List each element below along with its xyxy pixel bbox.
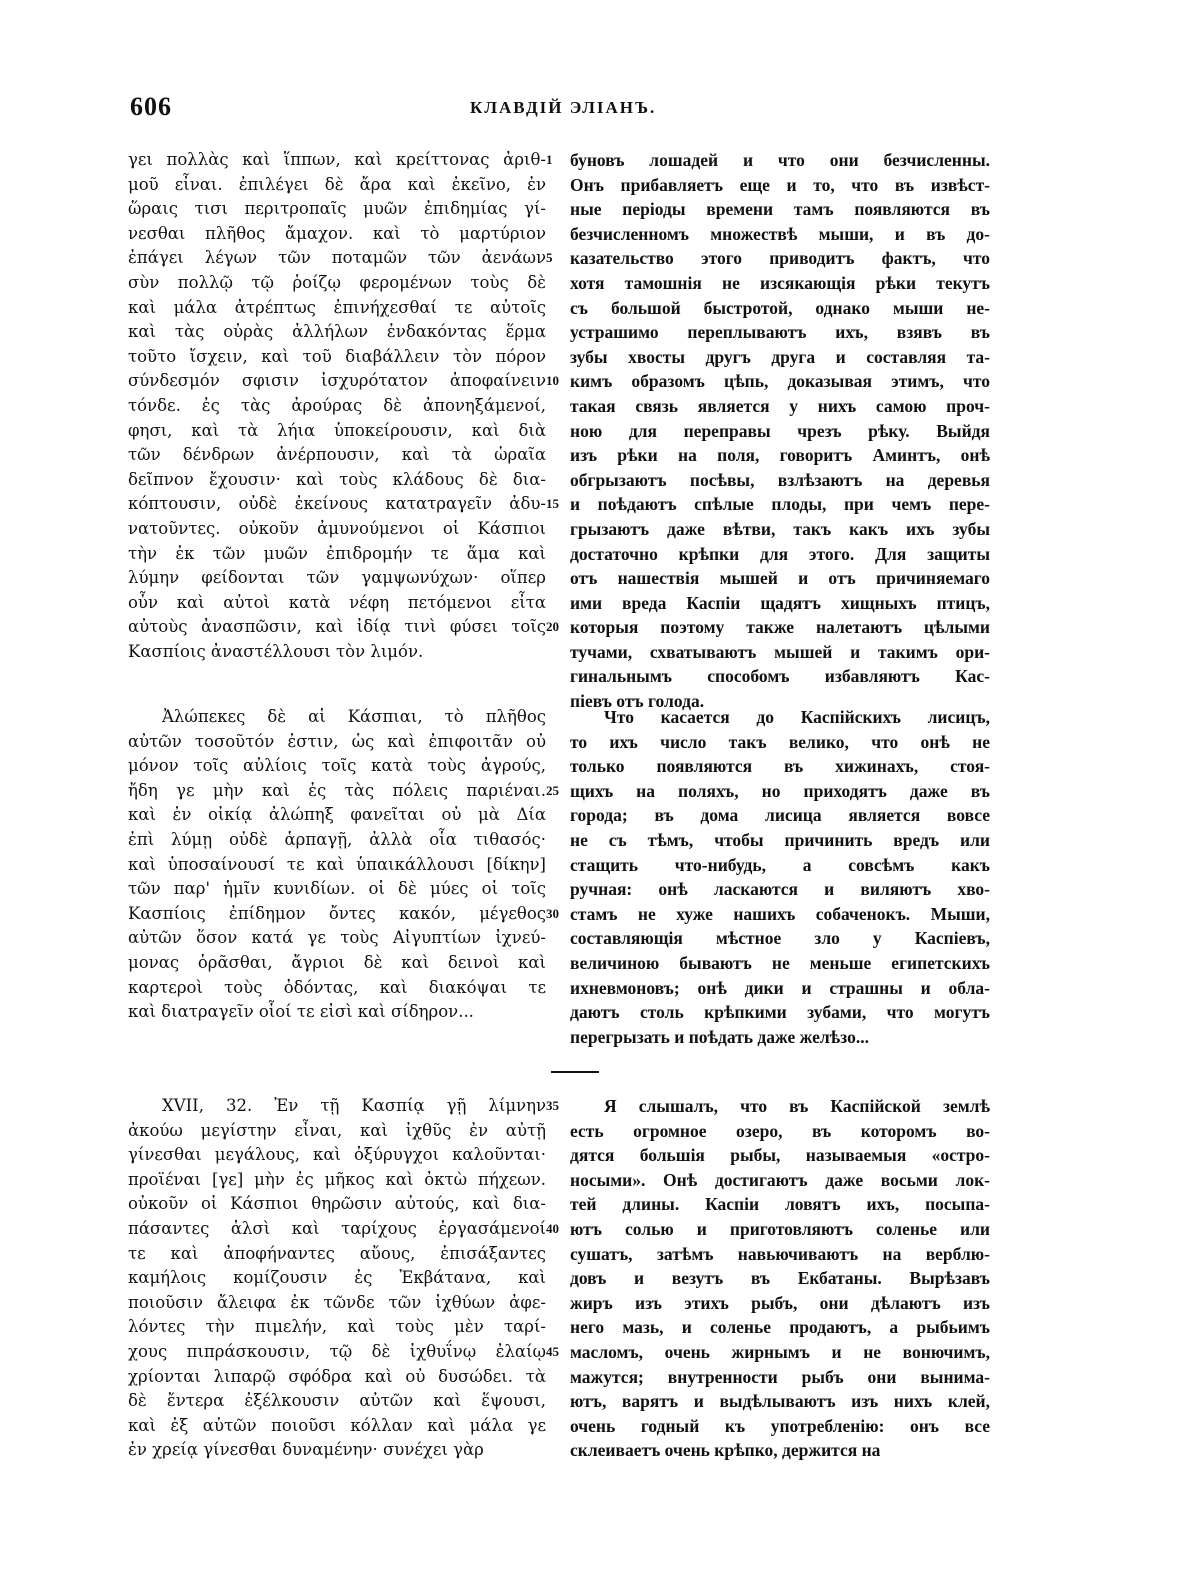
russian-text-line: достаточно крѣпки для этого. Для защиты bbox=[570, 543, 990, 564]
greek-text-line: καὶ ὑποσαίνουσί τε καὶ ὑπαικάλλουσι [δίκην] bbox=[128, 854, 546, 874]
greek-text-line: Κασπίοις ἀναστέλλουσι τὸν λιμόν. bbox=[128, 641, 424, 661]
russian-text-line: такая связь является у нихъ самою проч- bbox=[570, 395, 990, 416]
greek-text-line: μονας ὁρᾶσθαι, ἄγριοι δὲ καὶ δεινοὶ καὶ bbox=[128, 952, 546, 972]
greek-text-line: Κασπίοις ἐπίδημον ὄντες κακόν, μέγεθος bbox=[128, 903, 546, 923]
russian-text-line: довъ и везутъ въ Екбатаны. Вырѣзавъ bbox=[570, 1268, 990, 1289]
russian-text-line: безчисленномъ множествѣ мыши, и въ до- bbox=[570, 223, 990, 244]
greek-text-line: καὶ μάλα ἀτρέπτως ἐπινήχεσθαί τε αὐτοῖς bbox=[128, 297, 546, 317]
greek-text-line: καμήλοις κομίζουσιν ἐς Ἐκβάτανα, καὶ bbox=[128, 1268, 546, 1288]
greek-text-line: πάσαντες ἁλσὶ καὶ ταρίχους ἐργασάμενοί bbox=[128, 1218, 546, 1238]
greek-text-line: γίνεσθαι μεγάλους, καὶ ὀξύρυγχοι καλοῦνται· bbox=[128, 1145, 546, 1165]
line-number: 30 bbox=[546, 905, 559, 921]
russian-text-line: гинальнымъ способомъ избавляютъ Кас- bbox=[570, 666, 990, 687]
russian-text-line: хотя тамошнія не изсякающія рѣки текутъ bbox=[570, 272, 990, 293]
russian-text-line: склеиваетъ очень крѣпко, держится на bbox=[570, 1440, 881, 1461]
line-number: 15 bbox=[546, 496, 559, 512]
russian-text-line: стамъ не хуже нашихъ собаченокъ. Мыши, bbox=[570, 903, 990, 924]
greek-text-line: γει πολλὰς καὶ ἵππων, καὶ κρείττονας ἀριθ- bbox=[128, 150, 546, 169]
russian-text-line: зубы хвосты другъ друга и составляя та- bbox=[570, 346, 990, 367]
russian-text-line: Онъ прибавляетъ еще и то, что въ извѣст- bbox=[570, 174, 990, 195]
greek-text-line: ὥραις τισι περιτροπαῖς μυῶν ἐπιδημίας γί- bbox=[128, 199, 546, 219]
greek-text-line: οὐκοῦν οἱ Κάσπιοι θηρῶσιν αὐτούς, καὶ δια- bbox=[128, 1194, 546, 1214]
russian-text-line: даютъ столь крѣпкими зубами, что могутъ bbox=[570, 1002, 990, 1023]
greek-text-line: προϊέναι [γε] μὴν ἐς μῆκος καὶ ὀκτὼ πήχεων. bbox=[128, 1169, 546, 1189]
page-number: 606 bbox=[130, 92, 172, 121]
greek-column bbox=[128, 705, 546, 1025]
line-number: 45 bbox=[546, 1344, 559, 1359]
russian-text-line: Я слышалъ, что въ Каспійской землѣ bbox=[604, 1096, 990, 1116]
russian-column bbox=[570, 705, 990, 1049]
greek-text-line: χους πιπράσκουσιν, τῷ δὲ ἰχθυΐνῳ ἐλαίῳ bbox=[128, 1341, 546, 1361]
greek-text-line: δὲ ἔντερα ἐξέλκουσιν αὐτῶν καὶ ἕψουσι, bbox=[128, 1391, 546, 1411]
russian-text-line: ные періоды времени тамъ появляются въ bbox=[570, 199, 990, 220]
russian-text-line: буновъ лошадей и что они безчисленны. bbox=[570, 150, 990, 170]
greek-column bbox=[128, 148, 546, 664]
russian-text-line: масломъ, очень жирнымъ и не вонючимъ, bbox=[570, 1341, 990, 1362]
greek-text-line: ἤδη γε μὴν καὶ ἐς τὰς πόλεις παριέναι. bbox=[128, 780, 546, 800]
greek-text-line: μοῦ εἶναι. ἐπιλέγει δὲ ἄρα καὶ ἐκεῖνο, ἐν bbox=[128, 174, 546, 194]
line-number: 25 bbox=[546, 782, 559, 798]
russian-text-line: ютъ, варятъ и выдѣлываютъ изъ нихъ клей, bbox=[570, 1391, 990, 1412]
russian-text-line: съ большой быстротой, однако мыши не- bbox=[570, 297, 990, 318]
greek-text-line: Ἀλώπεκες δὲ αἱ Κάσπιαι, τὸ πλῆθος bbox=[162, 707, 546, 726]
greek-text-line: ἐπάγει λέγων τῶν ποταμῶν τῶν ἀενάων bbox=[128, 248, 546, 268]
russian-text-line: грызаютъ даже вѣтви, такъ какъ ихъ зубы bbox=[570, 518, 990, 539]
greek-text-line: φησι, καὶ τὰ λήια ὑποκείρουσιν, καὶ διὰ bbox=[128, 420, 546, 440]
line-number: 40 bbox=[546, 1221, 559, 1236]
russian-text-line: піевъ отъ голода. bbox=[570, 691, 705, 712]
greek-column bbox=[128, 1094, 546, 1463]
greek-text-line: τὴν ἐκ τῶν μυῶν ἐπιδρομήν τε ἅμα καὶ bbox=[128, 543, 546, 563]
russian-text-line: отъ нашествія мышей и отъ причиняемаго bbox=[570, 568, 990, 589]
greek-text-line: χρίονται λιπαρῷ σφόδρα καὶ οὐ δυσώδει. τὰ bbox=[128, 1366, 546, 1386]
line-number: 10 bbox=[546, 373, 559, 389]
greek-text-line: XVII, 32. Ἐν τῇ Κασπίᾳ γῇ λίμνην bbox=[162, 1096, 546, 1115]
russian-text-line: ручная: онѣ ласкаются и виляютъ хво- bbox=[570, 879, 990, 900]
russian-text-line: дятся большія рыбы, называемыя «остро- bbox=[570, 1145, 990, 1166]
greek-text-line: τῶν παρ' ἡμῖν κυνιδίων. οἱ δὲ μύες οἱ τοῖς bbox=[128, 879, 546, 899]
russian-text-line: ими вреда Каспіи щадятъ хищныхъ птицъ, bbox=[570, 592, 990, 613]
russian-text-line: щихъ на поляхъ, но приходятъ даже въ bbox=[570, 780, 990, 801]
russian-text-line: не съ тѣмъ, чтобы причинить вредъ или bbox=[570, 829, 990, 850]
greek-text-line: λύμην φείδονται τῶν γαμψωνύχων· οἵπερ bbox=[128, 568, 546, 588]
greek-text-line: αὐτῶν ὅσον κατά γε τοὺς Αἰγυπτίων ἰχνεύ- bbox=[128, 928, 546, 948]
section-divider bbox=[551, 1071, 599, 1073]
greek-text-line: αὐτοὺς ἀνασπῶσιν, καὶ ἰδίᾳ τινὶ φύσει τοῖς bbox=[128, 617, 546, 637]
russian-text-line: него мазь, и соленье продаютъ, а рыбьимъ bbox=[570, 1317, 990, 1338]
greek-text-line: τε καὶ ἀποφήναντες αὔους, ἐπισάξαντες bbox=[128, 1243, 546, 1263]
line-number: 20 bbox=[546, 619, 559, 635]
russian-text-line: тучами, схватываютъ мышей и такимъ ори- bbox=[570, 641, 990, 662]
running-head: КЛАВДІЙ ЭЛІАНЪ. bbox=[470, 98, 657, 117]
greek-text-line: καὶ τὰς οὐρὰς ἀλλήλων ἐνδακόντας ἕρμα bbox=[128, 322, 546, 342]
greek-text-line: τοῦτο ἴσχειν, καὶ τοῦ διαβάλλειν τὸν πόρον bbox=[128, 346, 546, 366]
russian-text-line: только появляются въ хижинахъ, стоя- bbox=[570, 756, 990, 777]
russian-text-line: обгрызаютъ посѣвы, взлѣзаютъ на деревья bbox=[570, 469, 990, 490]
greek-text-line: ἐν χρείᾳ γίνεσθαι δυναμένην· συνέχει γὰρ bbox=[128, 1440, 484, 1460]
russian-text-line: устрашимо переплываютъ ихъ, взявъ въ bbox=[570, 322, 990, 343]
greek-text-line: λόντες τὴν πιμελήν, καὶ τοὺς μὲν ταρί- bbox=[128, 1317, 546, 1337]
greek-text-line: καρτεροὶ τοὺς ὀδόντας, καὶ διακόψαι τε bbox=[128, 977, 546, 997]
line-number: 5 bbox=[546, 250, 553, 266]
russian-text-line: изъ рѣки на поля, говоритъ Аминтъ, онѣ bbox=[570, 445, 990, 466]
greek-text-line: ποιοῦσιν ἄλειφα ἐκ τῶνδε τῶν ἰχθύων ἀφε- bbox=[128, 1292, 546, 1312]
greek-text-line: ἀκούω μεγίστην εἶναι, καὶ ἰχθῦς ἐν αὐτῇ bbox=[128, 1120, 546, 1140]
greek-text-line: κόπτουσιν, οὐδὲ ἐκείνους κατατραγεῖν ἀδυ- bbox=[128, 494, 546, 514]
greek-text-line: δεῖπνον ἔχουσιν· καὶ τοὺς κλάδους δὲ δια- bbox=[128, 469, 546, 489]
greek-text-line: τῶν δένδρων ἀνέρπουσιν, καὶ τὰ ὡραῖα bbox=[128, 445, 546, 465]
greek-text-line: τόνδε. ἐς τὰς ἀρούρας δὲ ἀπονηξάμενοί, bbox=[128, 395, 546, 415]
russian-text-line: сушатъ, затѣмъ навьючиваютъ на верблю- bbox=[570, 1243, 990, 1264]
page-header bbox=[130, 92, 990, 132]
russian-text-line: кимъ образомъ цѣпь, доказывая этимъ, что bbox=[570, 371, 990, 392]
russian-text-line: тей длины. Каспіи ловятъ ихъ, посыпа- bbox=[570, 1194, 990, 1215]
russian-text-line: мажутся; внутренности рыбъ они вынима- bbox=[570, 1366, 990, 1387]
greek-text-line: καὶ ἐν οἰκίᾳ ἀλώπηξ φανεῖται οὐ μὰ Δία bbox=[128, 805, 546, 825]
russian-text-line: величиною бываютъ не меньше египетскихъ bbox=[570, 952, 990, 973]
russian-text-line: носыми». Онѣ достигаютъ даже восьми лок- bbox=[570, 1169, 990, 1190]
russian-text-line: стащить что-нибудь, а совсѣмъ какъ bbox=[570, 854, 990, 875]
russian-text-line: ютъ солью и приготовляютъ соленье или bbox=[570, 1218, 990, 1239]
russian-column bbox=[570, 148, 990, 714]
russian-text-line: Что касается до Каспійскихъ лисицъ, bbox=[604, 707, 990, 727]
russian-text-line: очень годный къ употребленію: онъ все bbox=[570, 1415, 990, 1436]
russian-text-line: казательство этого приводитъ фактъ, что bbox=[570, 248, 990, 269]
greek-text-line: καὶ διατραγεῖν οἷοί τε εἰσὶ καὶ σίδηρον... bbox=[128, 1002, 474, 1022]
russian-text-line: ихневмоновъ; онѣ дики и страшны и обла- bbox=[570, 977, 990, 998]
russian-text-line: и поѣдаютъ спѣлые плоды, при чемъ пере- bbox=[570, 494, 990, 515]
russian-text-line: ною для переправы чрезъ рѣку. Выйдя bbox=[570, 420, 990, 441]
greek-text-line: οὖν καὶ αὐτοὶ κατὰ νέφη πετόμενοι εἶτα bbox=[128, 592, 546, 612]
russian-text-line: то ихъ число такъ велико, что онѣ не bbox=[570, 731, 990, 752]
line-number: 1 bbox=[546, 152, 553, 167]
greek-text-line: νεσθαι πλῆθος ἄμαχον. καὶ τὸ μαρτύριον bbox=[128, 223, 546, 243]
russian-text-line: перегрызать и поѣдать даже желѣзо... bbox=[570, 1026, 869, 1047]
greek-text-line: αὐτῶν τοσοῦτόν ἐστιν, ὡς καὶ ἐπιφοιτᾶν οὐ bbox=[128, 731, 546, 751]
russian-column bbox=[570, 1094, 990, 1463]
greek-text-line: μόνον τοῖς αὐλίοις τοῖς κατὰ τοὺς ἀγρούς, bbox=[128, 756, 546, 776]
greek-text-line: σύνδεσμόν σφισιν ἰσχυρότατον ἀποφαίνειν bbox=[128, 371, 546, 391]
greek-text-line: ἐπὶ λύμῃ οὐδὲ ἁρπαγῇ, ἀλλὰ οἷα τιθασός· bbox=[128, 829, 546, 849]
greek-text-line: σὺν πολλῷ τῷ ῥοίζῳ φερομένων τοὺς δὲ bbox=[128, 272, 546, 292]
russian-text-line: составляющія мѣстное зло у Каспіевъ, bbox=[570, 928, 990, 949]
russian-text-line: жиръ изъ этихъ рыбъ, они дѣлаютъ изъ bbox=[570, 1292, 990, 1313]
russian-text-line: города; въ дома лисица является вовсе bbox=[570, 805, 990, 826]
line-number: 35 bbox=[546, 1098, 559, 1113]
greek-text-line: νατοῦντες. οὐκοῦν ἀμυνούμενοι οἱ Κάσπιοι bbox=[128, 518, 546, 538]
russian-text-line: которыя поэтому также налетаютъ цѣлыми bbox=[570, 617, 990, 638]
russian-text-line: есть огромное озеро, въ которомъ во- bbox=[570, 1120, 990, 1141]
greek-text-line: καὶ ἐξ αὐτῶν ποιοῦσι κόλλαν καὶ μάλα γε bbox=[128, 1415, 546, 1435]
